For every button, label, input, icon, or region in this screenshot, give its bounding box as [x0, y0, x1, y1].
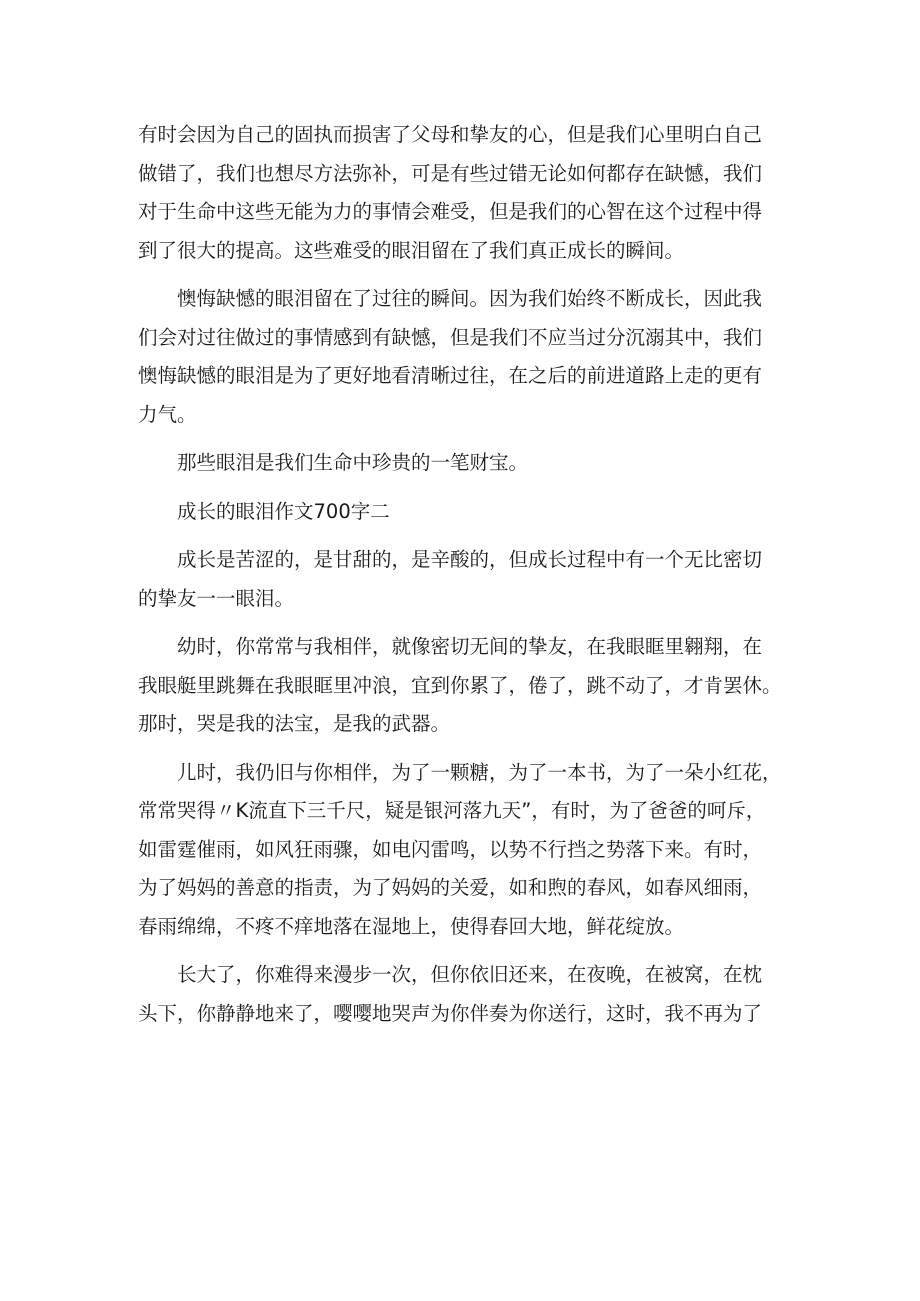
paragraph — [138, 444, 788, 483]
text-line: 成长是苦涩的，是甘甜的，是辛酸的，但成长过程中有一个无比密切 — [177, 548, 763, 571]
text-line: 如雷霆催雨，如风狂雨骤，如电闪雷鸣，以势不行挡之势落下来。有时， — [138, 837, 763, 861]
document-body — [138, 116, 788, 1033]
paragraph — [138, 956, 788, 1033]
text-line: 对于生命中这些无能为力的事情会难受，但是我们的心智在这个过程中得 — [138, 200, 763, 223]
paragraph — [138, 754, 788, 947]
text-line: 头下，你静静地来了，嘤嘤地哭声为你伴奏为你送行，这时，我不再为了 — [138, 1001, 763, 1025]
text-line: 儿时，我仍旧与你相伴，为了一颗糖，为了一本书，为了一朵小红花， — [177, 760, 782, 784]
paragraph — [138, 116, 788, 270]
text-line: 那时，哭是我的法宝，是我的武器。 — [138, 712, 451, 735]
text-line: 有时会因为自己的固执而损害了父母和挚友的心，但是我们心里明白自己 — [138, 123, 763, 146]
paragraph — [138, 628, 788, 744]
text-line: 长大了，你难得来漫步一次，但你依旧还来，在夜晚，在被窝，在枕 — [177, 963, 763, 986]
text-line: 常常哭得〃K流直下三千尺，疑是银河落九天”，有时，为了爸爸的呵斥， — [138, 799, 766, 822]
section-heading — [138, 493, 788, 532]
text-line: 幼时，你常常与我相伴，就像密切无间的挚友，在我眼眶里翱翔，在 — [177, 635, 763, 658]
text-line: 懊悔缺憾的眼泪留在了过往的瞬间。因为我们始终不断成长，因此我 — [177, 287, 763, 310]
text-line: 我眼艇里跳舞在我眼眶里冲浪，宜到你累了，倦了，跳不动了，才肯罢休。 — [138, 673, 782, 697]
paragraph — [138, 280, 788, 434]
paragraph — [138, 541, 788, 618]
text-line: 到了很大的提高。这些难受的眼泪留在了我们真正成长的瞬间。 — [138, 238, 685, 262]
heading-text: 成长的眼泪作文700字二 — [177, 499, 390, 523]
text-line: 们会对过往做过的事情感到有缺憾，但是我们不应当过分沉溺其中，我们 — [138, 325, 763, 349]
text-line: 春雨绵绵，不疼不痒地落在湿地上，使得春回大地，鲜花绽放。 — [138, 914, 685, 938]
text-line: 做错了，我们也想尽方法弥补，可是有些过错无论如何都存在缺憾，我们 — [138, 161, 763, 185]
text-line: 为了妈妈的善意的指责，为了妈妈的关爱，如和煦的春风，如春风细雨， — [138, 876, 763, 899]
text-line: 的挚友一一眼泪。 — [138, 586, 295, 610]
text-line: 力气。 — [138, 402, 197, 426]
text-line: 懊悔缺憾的眼泪是为了更好地看清晰过往，在之后的前进道路上走的更有 — [138, 364, 763, 387]
text-line: 那些眼泪是我们生命中珍贵的一笔财宝。 — [177, 451, 529, 474]
